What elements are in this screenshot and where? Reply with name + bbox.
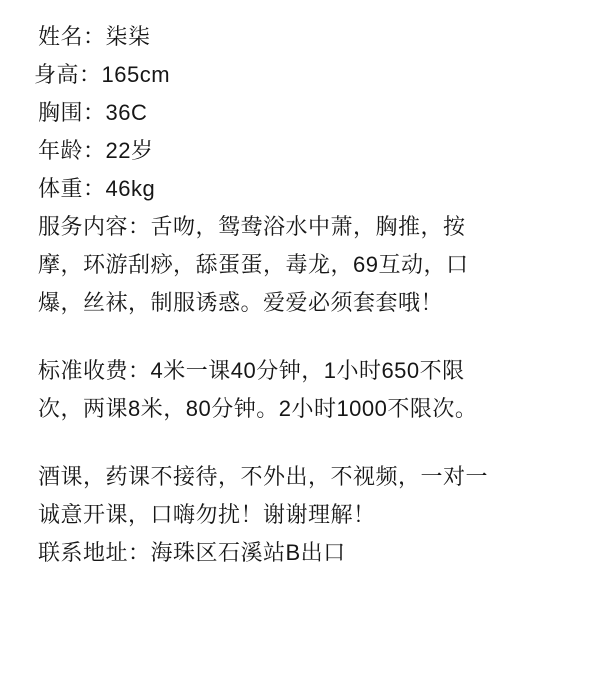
profile-line-age: 年龄：22岁 [38, 138, 154, 163]
services-line-3: 爆，丝袜，制服诱惑。爱爱必须套套哦！ [38, 290, 444, 315]
profile-line-height: 身高：165cm [34, 62, 171, 87]
contact-line: 联系地址：海珠区石溪站B出口 [38, 540, 346, 565]
services-line-1: 服务内容：舌吻，鸳鸯浴水中萧，胸推，按 [38, 214, 466, 239]
profile-line-weight: 体重：46kg [38, 176, 156, 201]
section-gap-1 [30, 322, 575, 352]
profile-line-bust: 胸围：36C [38, 100, 148, 125]
rules-line-1: 酒课，药课不接待，不外出，不视频，一对一 [38, 464, 489, 489]
pricing-line-2: 次，两课8米，80分钟。2小时1000不限次。 [38, 396, 478, 421]
rules-section [30, 458, 575, 534]
services-section [30, 208, 575, 322]
pricing-section [30, 352, 575, 428]
services-line-2: 摩，环游刮痧，舔蛋蛋，毒龙，69互动，口 [38, 252, 469, 277]
contact-section [30, 534, 575, 572]
rules-line-2: 诚意开课，口嗨勿扰！谢谢理解！ [38, 502, 376, 527]
section-gap-2 [30, 428, 575, 458]
profile-section [30, 18, 575, 208]
profile-line-name: 姓名：柒柒 [38, 24, 151, 49]
pricing-line-1: 标准收费：4米一课40分钟，1小时650不限 [38, 358, 465, 383]
